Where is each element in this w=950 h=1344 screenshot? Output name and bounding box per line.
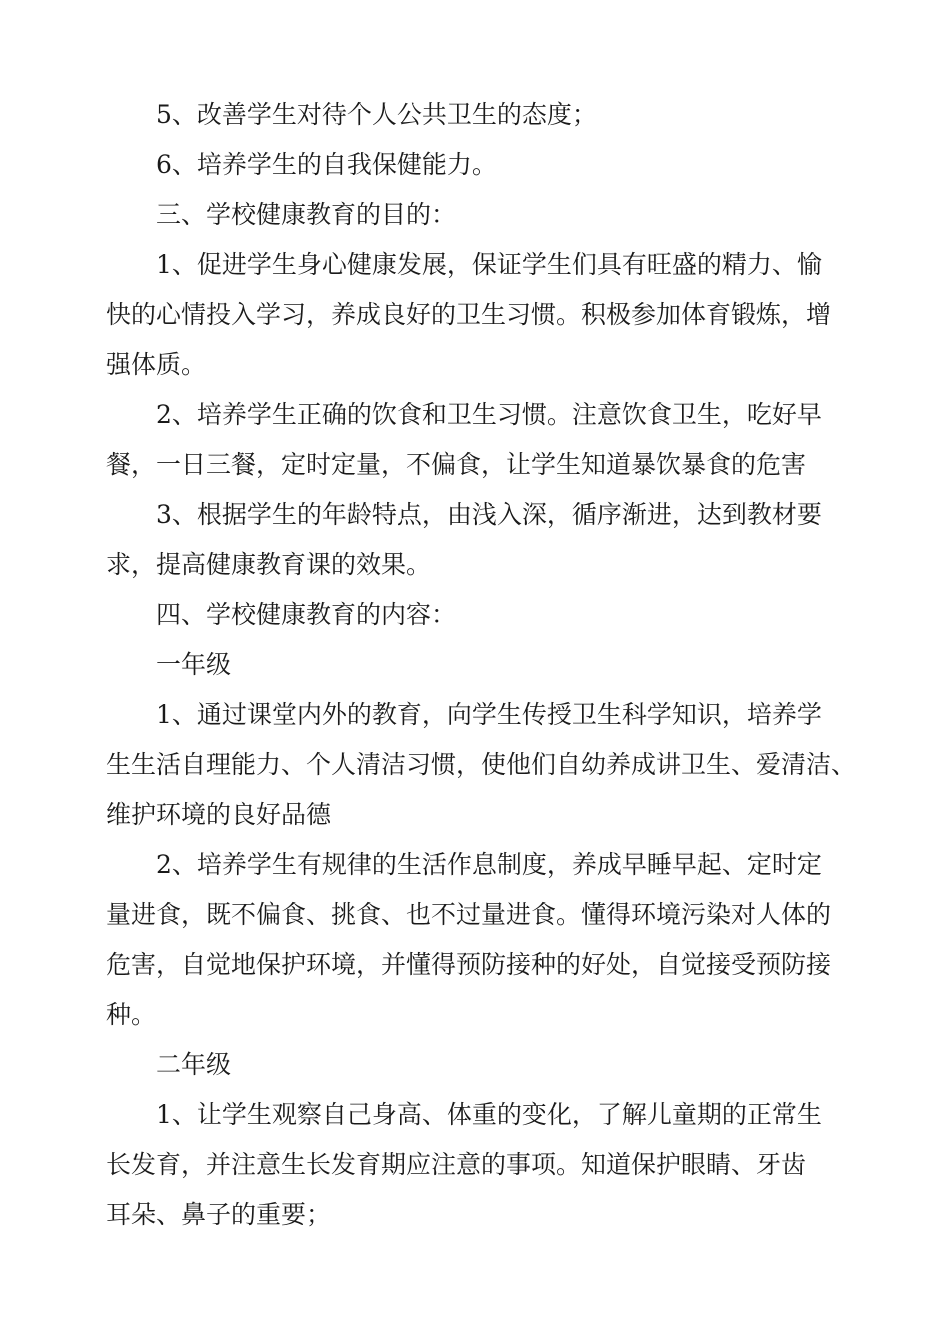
paragraph-grade1-item-1 bbox=[106, 690, 866, 840]
text-line: 二年级 bbox=[156, 1050, 232, 1079]
paragraph-grade2-item-1 bbox=[106, 1090, 866, 1240]
section-heading-4-content bbox=[106, 590, 866, 640]
text-line: 5、改善学生对待个人公共卫生的态度； bbox=[156, 100, 597, 129]
paragraph-purpose-2 bbox=[106, 390, 866, 490]
text-line: 1、让学生观察自己身高、体重的变化，了解儿童期的正常生 bbox=[156, 1100, 822, 1129]
text-line: 2、培养学生正确的饮食和卫生习惯。注意饮食卫生，吃好早 bbox=[156, 400, 822, 429]
text-line: 长发育，并注意生长发育期应注意的事项。知道保护眼睛、牙齿 bbox=[106, 1150, 807, 1179]
subheading-grade-2 bbox=[106, 1040, 866, 1090]
text-line: 求，提高健康教育课的效果。 bbox=[106, 550, 432, 579]
text-line: 快的心情投入学习，养成良好的卫生习惯。积极参加体育锻炼，增 bbox=[106, 300, 832, 329]
text-line: 餐，一日三餐，定时定量，不偏食，让学生知道暴饮暴食的危害 bbox=[106, 450, 807, 479]
subheading-grade-1 bbox=[106, 640, 866, 690]
text-line: 量进食，既不偏食、挑食、也不过量进食。懂得环境污染对人体的 bbox=[106, 900, 832, 929]
text-line: 耳朵、鼻子的重要； bbox=[106, 1200, 332, 1229]
text-line: 维护环境的良好品德 bbox=[106, 800, 332, 829]
section-heading-3-purpose bbox=[106, 190, 866, 240]
text-line: 6、培养学生的自我保健能力。 bbox=[156, 150, 497, 179]
text-line: 四、学校健康教育的内容： bbox=[156, 600, 457, 629]
paragraph-grade1-item-2 bbox=[106, 840, 866, 1040]
paragraph-purpose-3 bbox=[106, 490, 866, 590]
paragraph-item-6-self-care bbox=[106, 140, 866, 190]
paragraph-purpose-1 bbox=[106, 240, 866, 390]
text-line: 1、促进学生身心健康发展，保证学生们具有旺盛的精力、愉 bbox=[156, 250, 822, 279]
text-line: 3、根据学生的年龄特点，由浅入深，循序渐进，达到教材要 bbox=[156, 500, 822, 529]
text-line: 1、通过课堂内外的教育，向学生传授卫生科学知识，培养学 bbox=[156, 700, 822, 729]
text-line: 一年级 bbox=[156, 650, 232, 679]
text-line: 三、学校健康教育的目的： bbox=[156, 200, 457, 229]
paragraph-item-5-hygiene-attitude bbox=[106, 90, 866, 140]
text-line: 种。 bbox=[106, 1000, 157, 1029]
text-line: 危害，自觉地保护环境，并懂得预防接种的好处，自觉接受预防接 bbox=[106, 950, 832, 979]
text-line: 生生活自理能力、个人清洁习惯，使他们自幼养成讲卫生、爱清洁、 bbox=[106, 750, 857, 779]
text-line: 强体质。 bbox=[106, 350, 207, 379]
text-line: 2、培养学生有规律的生活作息制度，养成早睡早起、定时定 bbox=[156, 850, 822, 879]
